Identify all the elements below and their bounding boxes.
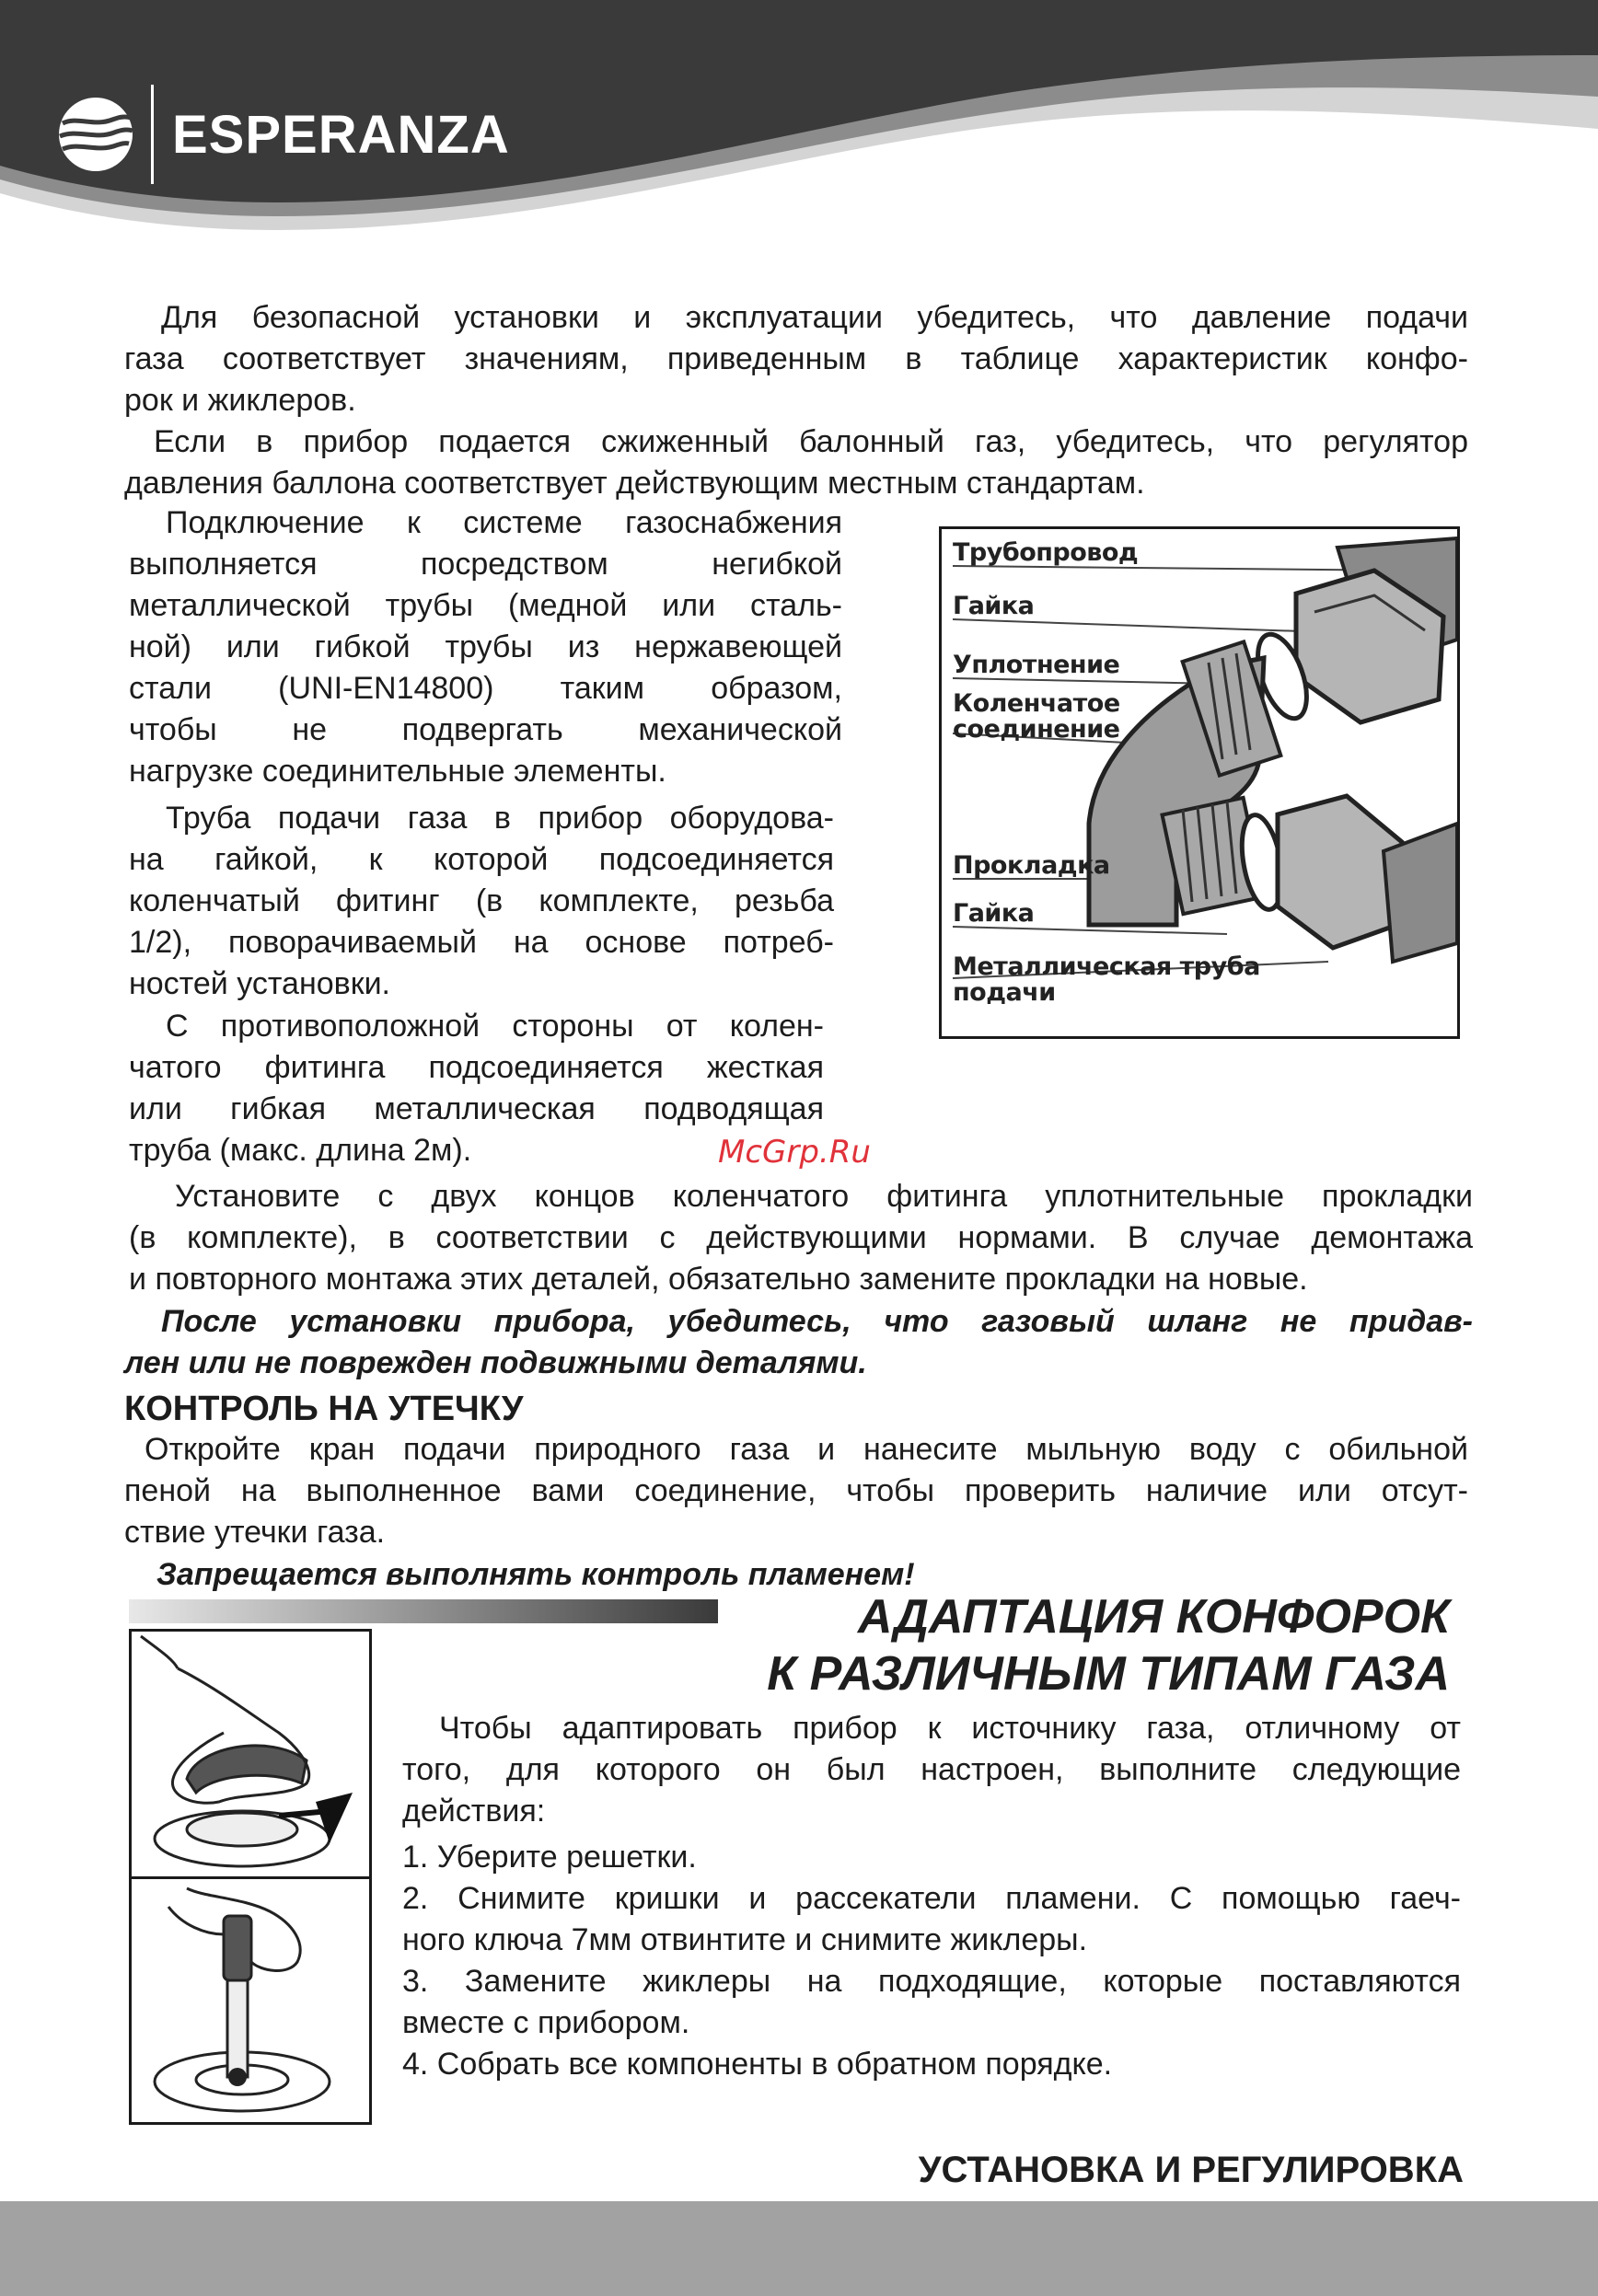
text-line: С противоположной стороны от колен- [166, 1009, 824, 1044]
text-line: или гибкая металлическая подводящая [129, 1091, 824, 1126]
step-3-line-1: 3. Замените жиклеры на подходящие, которые поставляются [402, 1964, 1461, 1999]
step-4: 4. Собрать все компоненты в обратном порядке. [402, 2047, 1113, 2082]
diagram-label-gasket: Прокладка [953, 851, 1110, 880]
step-3-line-2: вместе с прибором. [402, 2005, 690, 2040]
brand-name: ESPERANZA [172, 104, 510, 165]
text-line: и повторного монтажа этих деталей, обязательно замените прокладки на новые. [129, 1262, 1308, 1297]
text-line: чатого фитинга подсоединяется жесткая [129, 1050, 824, 1085]
text-line: Чтобы адаптировать прибор к источнику газа, отличному от [439, 1711, 1461, 1746]
text-line: ствие утечки газа. [124, 1515, 386, 1550]
text-line: рок и жиклеров. [124, 383, 356, 418]
diagram-label-metal-pipe-1: Металлическая труба [953, 952, 1260, 981]
footer-section-title: УСТАНОВКА И РЕГУЛИРОВКА [918, 2150, 1464, 2190]
connection-paragraph-1 [129, 502, 842, 792]
hand-lifting-burner-cap-icon [132, 1632, 369, 1876]
text-line: пеной на выполненное вами соединение, чтобы проверить наличие или отсут- [124, 1473, 1468, 1508]
connection-paragraph-2 [129, 798, 834, 1005]
text-line: коленчатый фитинг (в комплекте, резьба [129, 883, 834, 918]
text-line: металлической трубы (медной или сталь- [129, 588, 842, 623]
text-line: стали (UNI-EN14800) таким образом, [129, 671, 842, 706]
text-line: (в комплекте), в соответствии с действующими нормами. В случае демонтажа [129, 1220, 1473, 1255]
pipe-connection-diagram [939, 526, 1460, 1039]
adaptation-steps [402, 1837, 1461, 2085]
text-line: 1/2), поворачиваемый на основе потреб- [129, 925, 834, 960]
hand-with-wrench-icon [132, 1879, 369, 2122]
text-line: давления баллона соответствует действующим местным стандартам. [124, 466, 1145, 501]
logo-divider [151, 85, 154, 184]
text-line: Подключение к системе газоснабжения [166, 505, 842, 540]
text-line: лен или не поврежден подвижными деталями. [124, 1345, 867, 1380]
seals-warning [124, 1301, 1473, 1384]
esperanza-wave-logo-icon [57, 96, 134, 173]
seals-paragraph [129, 1176, 1473, 1300]
text-line: После установки прибора, убедитесь, что газовый шланг не придав- [161, 1304, 1473, 1339]
adaptation-title-line-2: К РАЗЛИЧНЫМ ТИПАМ ГАЗА [767, 1647, 1450, 1701]
adaptation-title [644, 1588, 1450, 1702]
text-line: Для безопасной установки и эксплуатации убедитесь, что давление подачи [161, 300, 1468, 335]
text-line: выполняется посредством негибкой [129, 547, 842, 582]
text-line: нагрузке соединительные элементы. [129, 754, 666, 789]
remove-cap-illustration [129, 1629, 372, 1879]
text-line: Если в прибор подается сжиженный балонный газ, убедитесь, что регулятор [154, 424, 1468, 459]
text-line: ностей установки. [129, 966, 391, 1001]
text-line: газа соответствует значениям, приведенным в таблице характеристик конфо- [124, 341, 1468, 376]
text-line: того, для которого он был настроен, выполните следующие [402, 1752, 1461, 1787]
footer-bar [0, 2201, 1598, 2296]
leak-paragraph [124, 1429, 1468, 1553]
adaptation-title-line-1: АДАПТАЦИЯ КОНФОРОК [857, 1590, 1450, 1644]
diagram-label-metal-pipe-2: подачи [953, 978, 1056, 1007]
text-line: Установите с двух концов коленчатого фитинга уплотнительные прокладки [175, 1179, 1473, 1214]
leak-warning: Запрещается выполнять контроль пламенем! [156, 1557, 915, 1592]
step-2-line-2: ного ключа 7мм отвинтите и снимите жиклеры. [402, 1922, 1088, 1957]
diagram-label-nut-bottom: Гайка [953, 899, 1035, 928]
text-line: Откройте кран подачи природного газа и нанесите мыльную воду с обильной [145, 1432, 1468, 1467]
remove-jet-illustration [129, 1876, 372, 2125]
step-2-line-1: 2. Снимите кришки и рассекатели пламени. С помощью гаеч- [402, 1881, 1461, 1916]
step-1: 1. Уберите решетки. [402, 1840, 697, 1875]
text-line: ной) или гибкой трубы из нержавеющей [129, 629, 842, 664]
section-gradient-bar [129, 1599, 718, 1623]
brand-logo [57, 85, 510, 184]
leak-heading: КОНТРОЛЬ НА УТЕЧКУ [124, 1390, 524, 1428]
diagram-label-elbow-1: Коленчатое [953, 689, 1120, 718]
diagram-label-pipeline: Трубопровод [953, 538, 1139, 567]
diagram-label-seal: Уплотнение [953, 651, 1120, 679]
intro-paragraph-2 [124, 421, 1468, 504]
text-line: чтобы не подвергать механической [129, 712, 842, 747]
intro-paragraph-1 [124, 297, 1468, 421]
adaptation-intro [402, 1708, 1461, 1832]
text-line: действия: [402, 1794, 546, 1829]
text-line: на гайкой, к которой подсоединяется [129, 842, 834, 877]
diagram-label-elbow-2: соединение [953, 715, 1120, 744]
text-line: труба (макс. длина 2м). [129, 1133, 472, 1168]
watermark: McGrp.Ru [718, 1134, 871, 1171]
text-line: Труба подачи газа в прибор оборудова- [166, 801, 834, 836]
diagram-label-nut-top: Гайка [953, 592, 1035, 620]
